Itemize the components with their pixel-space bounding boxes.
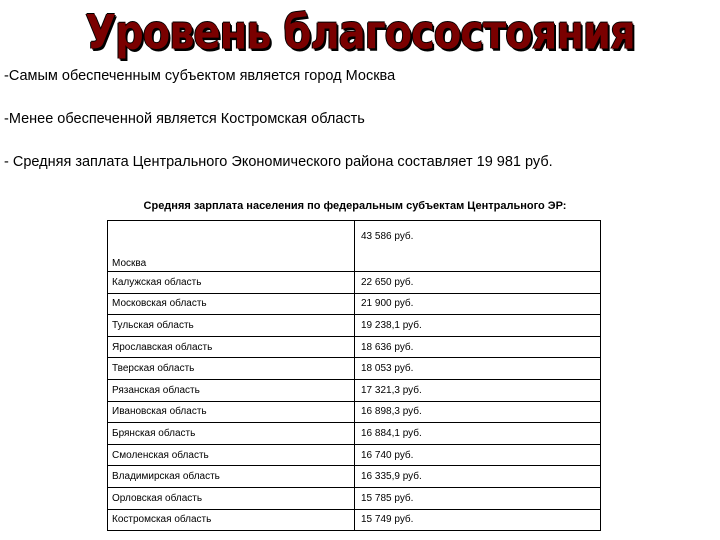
salary-cell: 19 238,1 руб.	[355, 315, 601, 337]
statement-richest: -Самым обеспеченным субъектом является город Москва	[4, 68, 396, 84]
region-cell: Орловская область	[108, 487, 355, 509]
region-cell: Тульская область	[108, 315, 355, 337]
salary-cell: 16 335,9 руб.	[355, 466, 601, 488]
table-row	[108, 487, 601, 509]
region-cell: Смоленская область	[108, 444, 355, 466]
table-caption: Средняя зарплата населения по федеральным субъектам Центрального ЭР:	[143, 200, 567, 212]
salary-cell: 21 900 руб.	[355, 293, 601, 315]
salary-cell: 43 586 руб.	[355, 221, 601, 272]
table-row	[108, 272, 601, 294]
salary-cell: 17 321,3 руб.	[355, 379, 601, 401]
region-cell: Тверская область	[108, 358, 355, 380]
region-cell: Москва	[108, 221, 355, 272]
statement-poorest: -Менее обеспеченной является Костромская область	[4, 111, 365, 127]
salary-table	[107, 220, 601, 531]
table-row	[108, 358, 601, 380]
salary-cell: 16 884,1 руб.	[355, 423, 601, 445]
region-cell: Ивановская область	[108, 401, 355, 423]
table-row	[108, 401, 601, 423]
salary-cell: 15 785 руб.	[355, 487, 601, 509]
salary-cell: 16 740 руб.	[355, 444, 601, 466]
table-row	[108, 509, 601, 531]
table-row	[108, 379, 601, 401]
region-cell: Рязанская область	[108, 379, 355, 401]
salary-cell: 18 636 руб.	[355, 336, 601, 358]
statement-average-salary: - Средняя заплата Центрального Экономического района составляет 19 981 руб.	[4, 154, 553, 170]
table-row	[108, 444, 601, 466]
salary-cell: 16 898,3 руб.	[355, 401, 601, 423]
table-row	[108, 221, 601, 272]
region-cell: Владимирская область	[108, 466, 355, 488]
region-cell: Брянская область	[108, 423, 355, 445]
region-cell: Ярославская область	[108, 336, 355, 358]
page-title: Уровень благосостояния	[85, 6, 635, 61]
region-cell: Костромская область	[108, 509, 355, 531]
region-cell: Московская область	[108, 293, 355, 315]
salary-cell: 18 053 руб.	[355, 358, 601, 380]
table-row	[108, 336, 601, 358]
salary-cell: 22 650 руб.	[355, 272, 601, 294]
table-row	[108, 423, 601, 445]
table-row	[108, 466, 601, 488]
table-row	[108, 315, 601, 337]
salary-cell: 15 749 руб.	[355, 509, 601, 531]
region-cell: Калужская область	[108, 272, 355, 294]
table-row	[108, 293, 601, 315]
